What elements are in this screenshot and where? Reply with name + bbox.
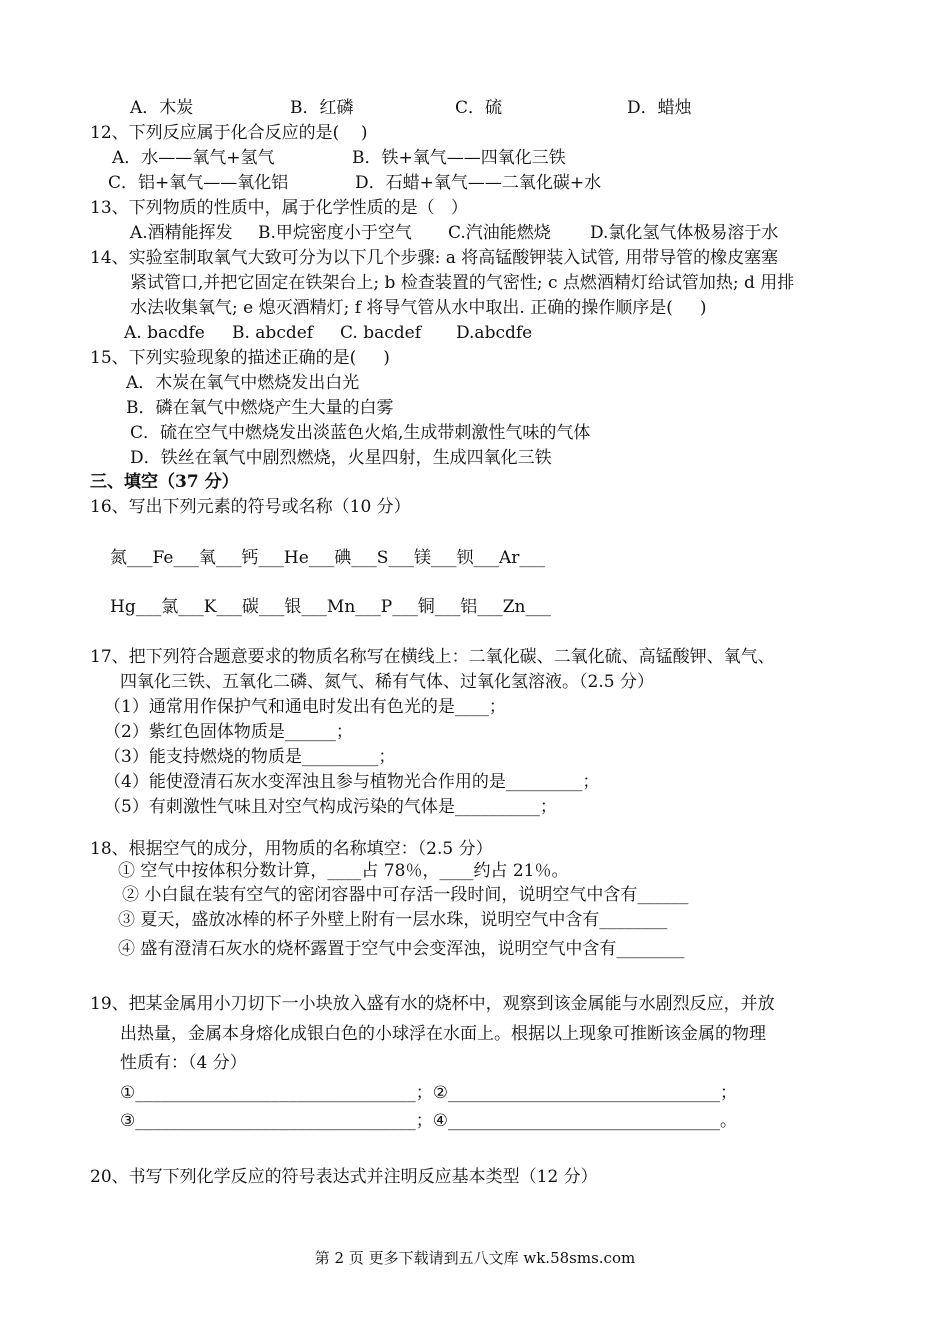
q12-option-d: D．石蜡+氧气——二氧化碳+水 bbox=[355, 173, 602, 193]
q15-option-a: A．木炭在氧气中燃烧发出白光 bbox=[126, 373, 360, 393]
q17-item-3: （3）能支持燃烧的物质是_________； bbox=[104, 747, 396, 767]
q12-option-b: B．铁+氧气——四氧化三铁 bbox=[352, 148, 566, 168]
q17-line-2: 四氧化三铁、五氧化二磷、氮气、稀有气体、过氧化氢溶液。（2.5 分） bbox=[120, 672, 654, 692]
q16-row-2: Hg___氯___K___碳___银___Mn___P___铜___铝___Zn___ bbox=[110, 597, 551, 617]
q13-option-d: D.氯化氢气体极易溶于水 bbox=[590, 223, 779, 243]
q13-option-a: A.酒精能挥发 bbox=[130, 223, 233, 243]
q17-line-1: 17、把下列符合题意要求的物质名称写在横线上：二氧化碳、二氧化硫、高锰酸钾、氧气、 bbox=[90, 647, 775, 667]
q12-option-a: A．水——氧气+氢气 bbox=[112, 148, 275, 168]
q19-blank-row-2[interactable]: ③_________________________________；④________________________________。 bbox=[120, 1111, 737, 1131]
q13-option-b: B.甲烷密度小于空气 bbox=[258, 223, 412, 243]
q18-stem: 18、根据空气的成分，用物质的名称填空：（2.5 分） bbox=[90, 839, 493, 859]
q17-item-2: （2）紫红色固体物质是______； bbox=[104, 722, 353, 742]
q11-option-a: A．木炭 bbox=[130, 98, 194, 118]
page-footer: 第 2 页 更多下载请到五八文库 wk.58sms.com bbox=[314, 1249, 636, 1267]
q14-option-d: D.abcdfe bbox=[456, 323, 533, 343]
q14-line-2: 紧试管口,并把它固定在铁架台上; b 检查装置的气密性; c 点燃酒精灯给试管加热; d 用排 bbox=[130, 273, 795, 293]
q13-stem: 13、下列物质的性质中，属于化学性质的是（ ） bbox=[90, 198, 468, 218]
q14-option-b: B. abcdef bbox=[232, 323, 314, 343]
q19-line-3: 性质有：（4 分） bbox=[120, 1053, 247, 1073]
q12-option-c: C．铝+氧气——氧化铝 bbox=[108, 173, 289, 193]
q16-stem: 16、写出下列元素的符号或名称（10 分） bbox=[90, 497, 411, 517]
q12-stem: 12、下列反应属于化合反应的是( ) bbox=[90, 123, 368, 143]
q18-item-4: ④ 盛有澄清石灰水的烧杯露置于空气中会变浑浊，说明空气中含有________ bbox=[118, 939, 685, 959]
q17-item-4: （4）能使澄清石灰水变浑浊且参与植物光合作用的是_________； bbox=[104, 772, 600, 792]
q13-option-c: C.汽油能燃烧 bbox=[448, 223, 551, 243]
q20-stem: 20、书写下列化学反应的符号表达式并注明反应基本类型（12 分） bbox=[90, 1167, 598, 1187]
q19-line-1: 19、把某金属用小刀切下一小块放入盛有水的烧杯中，观察到该金属能与水剧烈反应，并放 bbox=[90, 994, 775, 1014]
q15-stem: 15、下列实验现象的描述正确的是( ) bbox=[90, 348, 390, 368]
q19-blank-row-1[interactable]: ①_________________________________；②________________________________； bbox=[120, 1083, 737, 1103]
section-3-heading: 三、填空（37 分） bbox=[90, 472, 239, 492]
q18-item-1: ① 空气中按体积分数计算，____占 78％，____约占 21％。 bbox=[118, 861, 569, 881]
q15-option-b: B．磷在氧气中燃烧产生大量的白雾 bbox=[126, 398, 394, 418]
q15-option-c: C．硫在空气中燃烧发出淡蓝色火焰,生成带刺激性气味的气体 bbox=[130, 423, 591, 443]
q17-item-5: （5）有刺激性气味且对空气构成污染的气体是__________； bbox=[104, 797, 557, 817]
q11-option-d: D．蜡烛 bbox=[627, 98, 692, 118]
q14-option-a: A. bacdfe bbox=[124, 323, 205, 343]
q15-option-d: D．铁丝在氧气中剧烈燃烧，火星四射，生成四氧化三铁 bbox=[130, 448, 552, 468]
q11-option-b: B．红磷 bbox=[290, 98, 354, 118]
q16-row-1: 氮___Fe___氧___钙___He___碘___S___镁___钡___Ar___ bbox=[110, 548, 545, 568]
q19-line-2: 出热量，金属本身熔化成银白色的小球浮在水面上。根据以上现象可推断该金属的物理 bbox=[120, 1024, 766, 1044]
q18-item-2: ② 小白鼠在装有空气的密闭容器中可存活一段时间，说明空气中含有______ bbox=[122, 885, 689, 905]
q14-line-3: 水法收集氧气; e 熄灭酒精灯; f 将导气管从水中取出. 正确的操作顺序是( ) bbox=[130, 298, 707, 318]
q18-item-3: ③ 夏天，盛放冰棒的杯子外壁上附有一层水珠，说明空气中含有________ bbox=[118, 910, 668, 930]
q14-line-1: 14、实验室制取氧气大致可分为以下几个步骤: a 将高锰酸钾装入试管, 用带导管的橡皮塞塞 bbox=[90, 248, 779, 268]
q11-option-c: C．硫 bbox=[455, 98, 503, 118]
q14-option-c: C. bacdef bbox=[340, 323, 421, 343]
q17-item-1: （1）通常用作保护气和通电时发出有色光的是____； bbox=[104, 697, 506, 717]
